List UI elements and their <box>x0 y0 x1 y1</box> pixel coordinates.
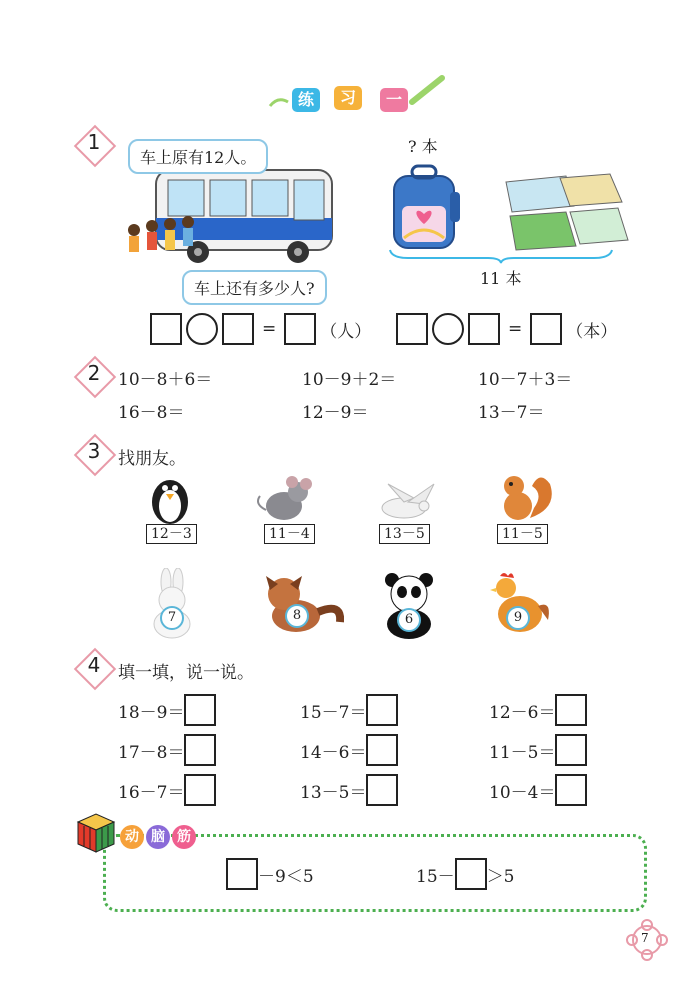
dove-label: 13－5 <box>379 524 430 544</box>
bus-illustration <box>128 160 338 270</box>
answer-box[interactable] <box>555 774 587 806</box>
s4-instruction: 填一填，说一说。 <box>118 663 254 683</box>
speech-bubble-top: 车上原有12人。 <box>128 139 268 174</box>
s2-expr: 10－9＋2＝ <box>302 370 397 390</box>
equation-books <box>396 313 617 345</box>
brain-teaser-title <box>120 825 196 849</box>
s4-expr: 11－5＝ <box>489 742 556 763</box>
brain-expr-1-text: －9＜5 <box>258 866 314 887</box>
s4-item <box>489 734 587 766</box>
brain-expr-2 <box>416 858 514 890</box>
answer-box[interactable] <box>468 313 500 345</box>
s4-item <box>300 734 398 766</box>
title-char-2: 习 <box>334 86 362 110</box>
brain-char-3: 筋 <box>172 825 196 849</box>
s4-expr: 18－9＝ <box>118 702 185 723</box>
squirrel-icon <box>494 468 558 524</box>
brain-expr-2-left: 15－ <box>416 866 455 887</box>
unit-books: （本） <box>566 321 618 342</box>
s4-expr: 13－5＝ <box>300 782 367 803</box>
s4-expr: 10－4＝ <box>489 782 556 803</box>
answer-box[interactable] <box>150 313 182 345</box>
answer-box[interactable] <box>555 694 587 726</box>
rubiks-cube-icon <box>74 812 118 854</box>
penguin-label: 12－3 <box>146 524 197 544</box>
operator-circle[interactable] <box>432 313 464 345</box>
brain-char-1: 动 <box>120 825 144 849</box>
panda-number-badge: 6 <box>397 608 421 632</box>
answer-box[interactable] <box>222 313 254 345</box>
s4-expr: 15－7＝ <box>300 702 367 723</box>
answer-box[interactable] <box>555 734 587 766</box>
penguin-icon <box>146 470 194 526</box>
equals-sign: = <box>262 319 277 339</box>
pencil-icon <box>408 72 448 108</box>
answer-box[interactable] <box>530 313 562 345</box>
s4-expr: 17－8＝ <box>118 742 185 763</box>
answer-box[interactable] <box>455 858 487 890</box>
backpack-icon <box>388 162 464 252</box>
equals-sign: = <box>508 319 523 339</box>
s4-expr: 14－6＝ <box>300 742 367 763</box>
s3-instruction: 找朋友。 <box>118 449 186 469</box>
title-char-3: 一 <box>380 88 408 112</box>
answer-box[interactable] <box>366 694 398 726</box>
s4-item <box>300 774 398 806</box>
answer-box[interactable] <box>284 313 316 345</box>
equation-people <box>150 313 371 345</box>
section-number-2: 2 <box>76 358 112 394</box>
s4-expr: 12－6＝ <box>489 702 556 723</box>
answer-box[interactable] <box>396 313 428 345</box>
s2-expr: 10－8＋6＝ <box>118 370 213 390</box>
s2-expr: 16－8＝ <box>118 403 185 423</box>
section-number-1: 1 <box>76 127 112 163</box>
s4-item <box>118 734 216 766</box>
books-stack-icon <box>500 172 630 252</box>
section-number-4: 4 <box>76 650 112 686</box>
raccoon-number-badge: 8 <box>285 604 309 628</box>
s2-expr: 12－9＝ <box>302 403 369 423</box>
brain-char-2: 脑 <box>146 825 170 849</box>
s4-item <box>300 694 398 726</box>
s4-item <box>489 774 587 806</box>
squirrel-label: 11－5 <box>497 524 548 544</box>
hen-number-badge: 9 <box>506 606 530 630</box>
title-char-1: 练 <box>292 88 320 112</box>
page-number: 7 <box>641 931 649 945</box>
s4-expr: 16－7＝ <box>118 782 185 803</box>
mouse-label: 11－4 <box>264 524 315 544</box>
section-number-3: 3 <box>76 436 112 472</box>
s2-expr: 10－7＋3＝ <box>478 370 573 390</box>
brain-expr-1 <box>226 858 314 890</box>
speech-bubble-bottom: 车上还有多少人? <box>182 270 327 305</box>
brain-expr-2-right: ＞5 <box>486 866 515 887</box>
mouse-icon <box>252 474 318 524</box>
pencil-icon <box>268 92 290 110</box>
bracket-line <box>388 248 614 264</box>
answer-box[interactable] <box>184 734 216 766</box>
answer-box[interactable] <box>184 694 216 726</box>
answer-box[interactable] <box>226 858 258 890</box>
operator-circle[interactable] <box>186 313 218 345</box>
books-total-label: 11 本 <box>480 269 522 288</box>
rabbit-number-badge: 7 <box>160 606 184 630</box>
s4-item <box>118 774 216 806</box>
dove-icon <box>374 480 440 524</box>
answer-box[interactable] <box>366 774 398 806</box>
s4-item <box>118 694 216 726</box>
books-question-label: ? 本 <box>408 137 438 156</box>
answer-box[interactable] <box>366 734 398 766</box>
unit-people: （人） <box>320 321 372 342</box>
s4-item <box>489 694 587 726</box>
answer-box[interactable] <box>184 774 216 806</box>
s2-expr: 13－7＝ <box>478 403 545 423</box>
